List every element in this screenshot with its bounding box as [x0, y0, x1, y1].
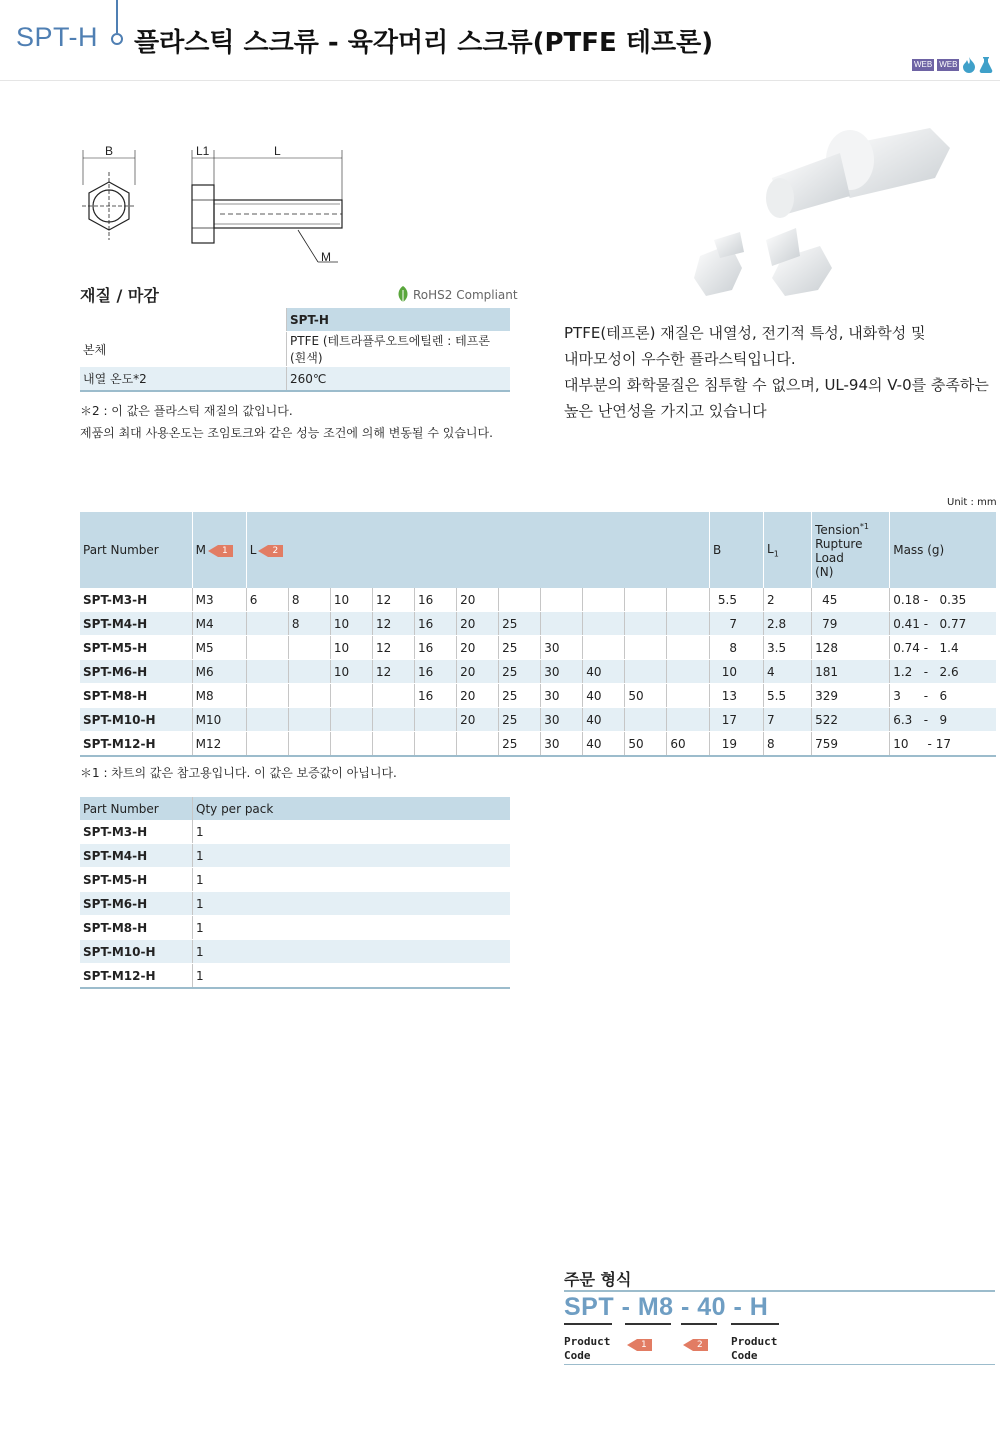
table-row	[80, 708, 996, 732]
tension-cell: 759	[812, 732, 890, 757]
l-cell	[415, 708, 457, 732]
table-row	[80, 844, 510, 868]
b-cell: 8	[709, 636, 763, 660]
b-cell: 13	[709, 684, 763, 708]
l-cell: 30	[541, 732, 583, 757]
order-title: 주문 형식	[564, 1270, 632, 1289]
table-row	[80, 588, 996, 612]
l-cell: 10	[330, 636, 372, 660]
badge-group	[912, 57, 993, 73]
m-cell: M5	[192, 636, 246, 660]
description-line: 내마모성이 우수한 플라스틱입니다.	[564, 350, 796, 368]
label-b: B	[105, 144, 114, 158]
m-cell: M3	[192, 588, 246, 612]
b-cell: 19	[709, 732, 763, 757]
l-cell	[288, 684, 330, 708]
qty-col-part: Part Number	[80, 797, 193, 820]
l-cell	[499, 588, 541, 612]
material-row-value: PTFE (테트라플루오트에틸렌 : 테프론 (흰색)	[287, 332, 511, 367]
order-label-suffix: Product Code	[731, 1335, 778, 1362]
l-cell: 10	[330, 588, 372, 612]
table-row	[80, 636, 996, 660]
part-number-cell: SPT-M12-H	[80, 964, 193, 989]
mass-cell: 1.2 - 2.6	[890, 660, 996, 684]
l-cell: 12	[372, 660, 414, 684]
l-cell: 16	[415, 660, 457, 684]
part-number-cell: SPT-M4-H	[80, 844, 193, 868]
l-cell	[330, 732, 372, 757]
l-cell: 20	[457, 684, 499, 708]
l-cell	[246, 684, 288, 708]
order-tag-2: 2	[693, 1339, 708, 1351]
tension-cell: 128	[812, 636, 890, 660]
l1-cell: 4	[764, 660, 812, 684]
table-row	[80, 660, 996, 684]
mass-cell: 0.41 - 0.77	[890, 612, 996, 636]
part-number-cell: SPT-M8-H	[80, 916, 193, 940]
part-number-cell: SPT-M3-H	[80, 588, 192, 612]
l-cell	[330, 684, 372, 708]
mass-cell: 0.74 - 1.4	[890, 636, 996, 660]
l-cell	[583, 612, 625, 636]
material-row-value: 260℃	[287, 367, 511, 392]
qty-cell: 1	[193, 820, 511, 844]
table-row	[80, 684, 996, 708]
description-line: 높은 난연성을 가지고 있습니다	[564, 402, 767, 420]
l-cell: 50	[625, 684, 667, 708]
l-cell: 20	[457, 636, 499, 660]
order-block-suffix	[731, 1323, 779, 1363]
col-b: B	[709, 512, 763, 588]
qty-cell: 1	[193, 964, 511, 989]
part-number-cell: SPT-M8-H	[80, 684, 192, 708]
part-number-cell: SPT-M10-H	[80, 708, 192, 732]
l-cell	[667, 612, 709, 636]
qty-cell: 1	[193, 844, 511, 868]
l-cell	[457, 732, 499, 757]
l-cell	[667, 684, 709, 708]
l-cell: 25	[499, 732, 541, 757]
l-cell: 10	[330, 660, 372, 684]
tension-cell: 522	[812, 708, 890, 732]
l-cell: 8	[288, 612, 330, 636]
l-cell: 25	[499, 708, 541, 732]
l-cell: 20	[457, 660, 499, 684]
l1-cell: 2.8	[764, 612, 812, 636]
label-m: M	[321, 250, 331, 264]
web-badge[interactable]: WEB	[914, 60, 933, 69]
l-cell: 25	[499, 660, 541, 684]
order-block-2	[681, 1323, 717, 1353]
l-cell: 20	[457, 708, 499, 732]
tension-cell: 329	[812, 684, 890, 708]
l-cell: 20	[457, 588, 499, 612]
l1-cell: 5.5	[764, 684, 812, 708]
l-cell	[667, 588, 709, 612]
l-cell: 30	[541, 684, 583, 708]
l-cell	[625, 636, 667, 660]
col-mass: Mass (g)	[890, 512, 996, 588]
tension-cell: 181	[812, 660, 890, 684]
part-number-cell: SPT-M3-H	[80, 820, 193, 844]
table-row	[80, 916, 510, 940]
tag-1: 1	[218, 545, 233, 557]
table-row	[80, 732, 996, 757]
table-row	[80, 868, 510, 892]
l-cell: 12	[372, 612, 414, 636]
l-cell	[415, 732, 457, 757]
m-cell: M10	[192, 708, 246, 732]
col-tension: Tension$^{*1}$ Rupture Load (N)	[812, 512, 890, 588]
material-header-blank	[80, 308, 287, 332]
mass-cell: 0.18 - 0.35	[890, 588, 996, 612]
l-cell	[246, 732, 288, 757]
l-cell	[288, 708, 330, 732]
l-cell	[288, 660, 330, 684]
part-number-cell: SPT-M12-H	[80, 732, 192, 757]
product-photo	[680, 118, 990, 308]
l-cell: 16	[415, 684, 457, 708]
unit-label: Unit : mm	[947, 497, 997, 508]
qty-cell: 1	[193, 916, 511, 940]
order-tag-1: 1	[637, 1339, 652, 1351]
col-part-number: Part Number	[80, 512, 192, 588]
header-divider	[116, 0, 118, 33]
part-number-cell: SPT-M6-H	[80, 660, 192, 684]
l-cell	[246, 612, 288, 636]
order-block-product	[564, 1323, 612, 1363]
l-cell: 8	[288, 588, 330, 612]
part-number-cell: SPT-M5-H	[80, 868, 193, 892]
b-cell: 7	[709, 612, 763, 636]
header-divider-dot	[111, 33, 123, 45]
order-label-product: Product Code	[564, 1335, 611, 1362]
material-row-key: 내열 온도*2	[80, 367, 287, 392]
l-cell: 40	[583, 660, 625, 684]
page-title: 플라스틱 스크류 - 육각머리 스크류(PTFE 테프론)	[134, 28, 714, 58]
l-cell: 40	[583, 708, 625, 732]
label-l1: L1	[196, 144, 210, 158]
l-cell: 16	[415, 612, 457, 636]
l-cell	[625, 660, 667, 684]
material-title: 재질 / 마감	[80, 286, 159, 305]
l-cell: 60	[667, 732, 709, 757]
l-cell: 40	[583, 732, 625, 757]
material-row-key: 본체	[80, 332, 287, 367]
rohs-badge	[396, 286, 518, 304]
material-note: ＊2 : 이 값은 플라스틱 재질의 값입니다.	[80, 404, 293, 418]
order-rule	[564, 1290, 995, 1292]
product-code: SPT-H	[16, 22, 99, 52]
table-row	[80, 964, 510, 989]
l-cell: 12	[372, 636, 414, 660]
l-cell	[246, 636, 288, 660]
col-m: M 1	[192, 512, 246, 588]
l-cell: 12	[372, 588, 414, 612]
flask-icon	[979, 57, 993, 73]
qty-col-qty: Qty per pack	[193, 797, 511, 820]
l-cell	[667, 708, 709, 732]
l-cell	[330, 708, 372, 732]
flame-icon	[962, 57, 976, 73]
technical-drawing	[70, 140, 360, 270]
m-cell: M6	[192, 660, 246, 684]
part-number-cell: SPT-M5-H	[80, 636, 192, 660]
l-cell	[372, 684, 414, 708]
l-cell: 16	[415, 636, 457, 660]
l-cell	[541, 588, 583, 612]
l-cell: 30	[541, 708, 583, 732]
table-row	[80, 820, 510, 844]
l-cell	[541, 612, 583, 636]
material-note-2: 제품의 최대 사용온도는 조임토크와 같은 성능 조건에 의해 변동될 수 있습니다.	[80, 426, 493, 440]
l-cell: 50	[625, 732, 667, 757]
part-number-cell: SPT-M6-H	[80, 892, 193, 916]
qty-table	[80, 797, 510, 989]
l-cell	[583, 636, 625, 660]
tension-cell: 79	[812, 612, 890, 636]
material-header-model: SPT-H	[287, 308, 511, 332]
spec-table	[80, 512, 996, 757]
l-cell: 16	[415, 588, 457, 612]
l-cell: 40	[583, 684, 625, 708]
order-block-1	[625, 1323, 671, 1353]
l-cell	[372, 732, 414, 757]
part-number-cell: SPT-M4-H	[80, 612, 192, 636]
l-cell	[288, 732, 330, 757]
l-cell	[246, 708, 288, 732]
l-cell: 6	[246, 588, 288, 612]
m-cell: M4	[192, 612, 246, 636]
part-number-cell: SPT-M10-H	[80, 940, 193, 964]
l-cell	[625, 708, 667, 732]
l1-cell: 2	[764, 588, 812, 612]
l-cell: 25	[499, 684, 541, 708]
rohs-label: RoHS2 Compliant	[413, 288, 518, 302]
l-cell: 25	[499, 612, 541, 636]
l-cell	[583, 588, 625, 612]
l-cell: 20	[457, 612, 499, 636]
product-description	[564, 320, 994, 424]
spec-note: ＊1 : 차트의 값은 참고용입니다. 이 값은 보증값이 아닙니다.	[80, 766, 397, 780]
m-cell: M8	[192, 684, 246, 708]
l-cell	[625, 588, 667, 612]
mass-cell: 10 - 17	[890, 732, 996, 757]
l1-cell: 8	[764, 732, 812, 757]
l-cell	[667, 636, 709, 660]
l-cell	[288, 636, 330, 660]
description-line: 대부분의 화학물질은 침투할 수 없으며, UL-94의 V-0를 충족하는	[564, 376, 989, 394]
col-l: L 2	[246, 512, 709, 588]
order-bottom-rule	[564, 1364, 995, 1365]
tag-2: 2	[268, 545, 283, 557]
table-row	[80, 940, 510, 964]
b-cell: 5.5	[709, 588, 763, 612]
qty-cell: 1	[193, 892, 511, 916]
l-cell: 30	[541, 636, 583, 660]
l1-cell: 7	[764, 708, 812, 732]
b-cell: 10	[709, 660, 763, 684]
description-line: PTFE(테프론) 재질은 내열성, 전기적 특성, 내화학성 및	[564, 324, 926, 342]
qty-cell: 1	[193, 868, 511, 892]
order-example-code: SPT - M8 - 40 - H	[564, 1293, 769, 1321]
m-cell: M12	[192, 732, 246, 757]
l1-cell: 3.5	[764, 636, 812, 660]
material-table	[80, 308, 510, 392]
label-l: L	[274, 144, 281, 158]
table-row	[80, 612, 996, 636]
l-cell	[246, 660, 288, 684]
l-cell	[372, 708, 414, 732]
b-cell: 17	[709, 708, 763, 732]
leaf-icon	[396, 286, 410, 304]
mass-cell: 3 - 6	[890, 684, 996, 708]
l-cell: 30	[541, 660, 583, 684]
tension-cell: 45	[812, 588, 890, 612]
l-cell: 10	[330, 612, 372, 636]
col-l1: $L_1$	[764, 512, 812, 588]
l-cell	[625, 612, 667, 636]
table-row	[80, 892, 510, 916]
web-badge[interactable]: WEB	[939, 60, 958, 69]
l-cell	[667, 660, 709, 684]
header-rule	[0, 80, 1000, 81]
qty-cell: 1	[193, 940, 511, 964]
mass-cell: 6.3 - 9	[890, 708, 996, 732]
l-cell: 25	[499, 636, 541, 660]
